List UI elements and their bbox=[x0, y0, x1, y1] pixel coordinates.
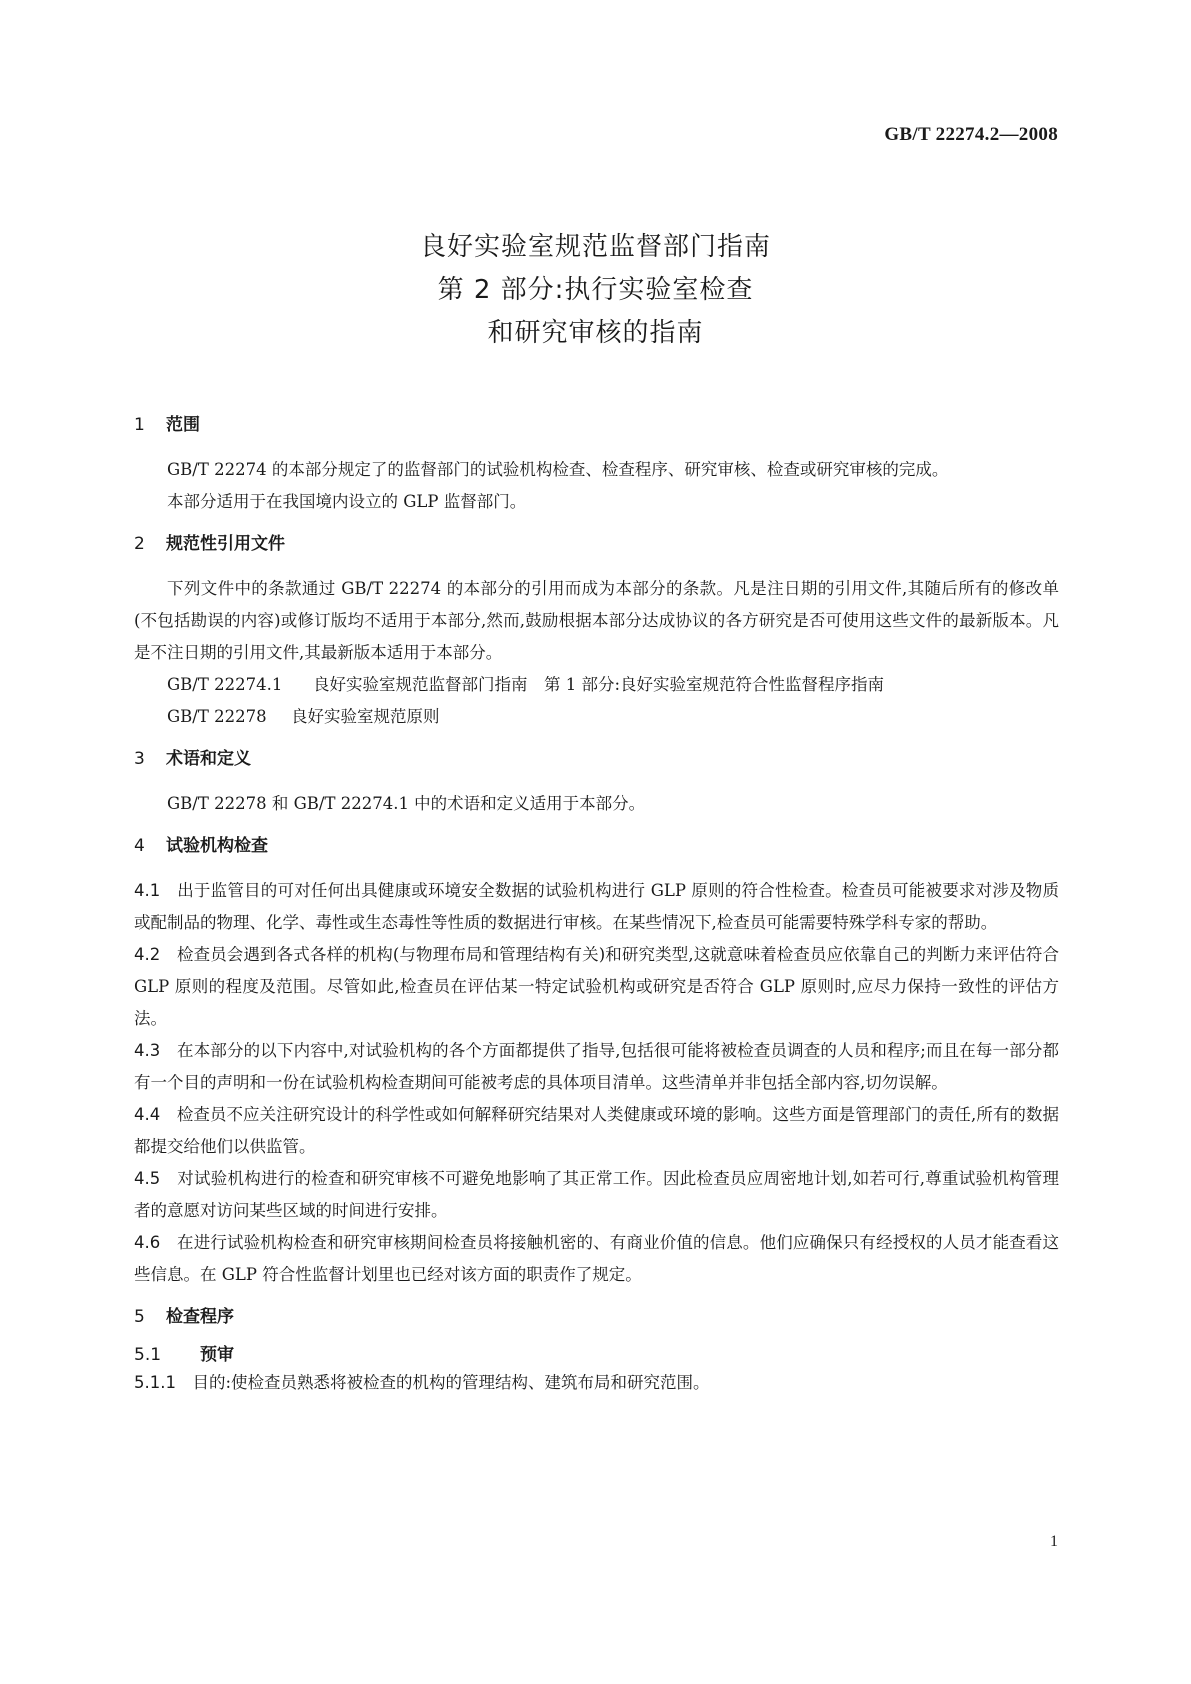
section-heading-inspection-procedures: 5 检查程序 bbox=[134, 1307, 234, 1327]
clause-4-4: 4.4 检查员不应关注研究设计的科学性或如何解释研究结果对人类健康或环境的影响。这些方面是管理部门的责任,所有的数据都提交给他们以供监管。 bbox=[134, 1105, 1059, 1156]
paragraph: GB/T 22274 的本部分规定了的监督部门的试验机构检查、检查程序、研究审核、检查或研究审核的完成。 bbox=[167, 460, 949, 479]
paragraph: 本部分适用于在我国境内设立的 GLP 监督部门。 bbox=[167, 492, 527, 511]
reference-item: GB/T 22274.1 良好实验室规范监督部门指南 第 1 部分:良好实验室规范符合性监督程序指南 bbox=[167, 675, 885, 694]
section-heading-scope: 1 范围 bbox=[134, 415, 200, 435]
clause-4-3: 4.3 在本部分的以下内容中,对试验机构的各个方面都提供了指导,包括很可能将被检查员调查的人员和程序;而且在每一部分都有一个目的声明和一份在试验机构检查期间可能被考虑的具体项目清单。这些清单并非包括全部内容,切勿误解。 bbox=[134, 1041, 1059, 1092]
section-heading-terms: 3 术语和定义 bbox=[134, 749, 251, 769]
page-number: 1 bbox=[1050, 1533, 1058, 1550]
standard-code: GB/T 22274.2—2008 bbox=[884, 124, 1058, 145]
document-title bbox=[0, 226, 1191, 355]
subsection-heading-pre-inspection: 5.1 预审 bbox=[134, 1345, 234, 1365]
reference-item: GB/T 22278 良好实验室规范原则 bbox=[167, 707, 440, 726]
section-heading-facility-inspection: 4 试验机构检查 bbox=[134, 836, 268, 856]
clause-4-5: 4.5 对试验机构进行的检查和研究审核不可避免地影响了其正常工作。因此检查员应周密地计划,如若可行,尊重试验机构管理者的意愿对访问某些区域的时间进行安排。 bbox=[134, 1169, 1059, 1220]
clause-4-1: 4.1 出于监管目的可对任何出具健康或环境安全数据的试验机构进行 GLP 原则的符合性检查。检查员可能被要求对涉及物质或配制品的物理、化学、毒性或生态毒性等性质的数据进行审核。在某些情况下,检查员可能需要特殊学科专家的帮助。 bbox=[134, 881, 1059, 932]
title-line-1: 良好实验室规范监督部门指南 bbox=[419, 232, 771, 262]
title-line-2: 第 2 部分:执行实验室检查 bbox=[437, 275, 754, 305]
title-line-3: 和研究审核的指南 bbox=[487, 318, 704, 348]
document-body bbox=[134, 413, 1059, 1399]
clause-4-2: 4.2 检查员会遇到各式各样的机构(与物理布局和管理结构有关)和研究类型,这就意味着检查员应依靠自己的判断力来评估符合 GLP 原则的程度及范围。尽管如此,检查员在评估某一特定试验机构或研究是否符合 GLP 原则时,应尽力保持一致性的评估方法。 bbox=[134, 945, 1059, 1028]
clause-5-1-1: 5.1.1 目的:使检查员熟悉将被检查的机构的管理结构、建筑布局和研究范围。 bbox=[134, 1373, 710, 1392]
section-heading-normative-references: 2 规范性引用文件 bbox=[134, 534, 285, 554]
paragraph: GB/T 22278 和 GB/T 22274.1 中的术语和定义适用于本部分。 bbox=[167, 794, 646, 813]
clause-4-6: 4.6 在进行试验机构检查和研究审核期间检查员将接触机密的、有商业价值的信息。他们应确保只有经授权的人员才能查看这些信息。在 GLP 符合性监督计划里也已经对该方面的职责作了规定。 bbox=[134, 1233, 1060, 1284]
paragraph: 下列文件中的条款通过 GB/T 22274 的本部分的引用而成为本部分的条款。凡是注日期的引用文件,其随后所有的修改单(不包括勘误的内容)或修订版均不适用于本部分,然而,鼓励根据本部分达成协议的各方研究是否可使用这些文件的最新版本。凡是不注日期的引用文件,其最新版本适用于本部分。 bbox=[134, 579, 1059, 662]
